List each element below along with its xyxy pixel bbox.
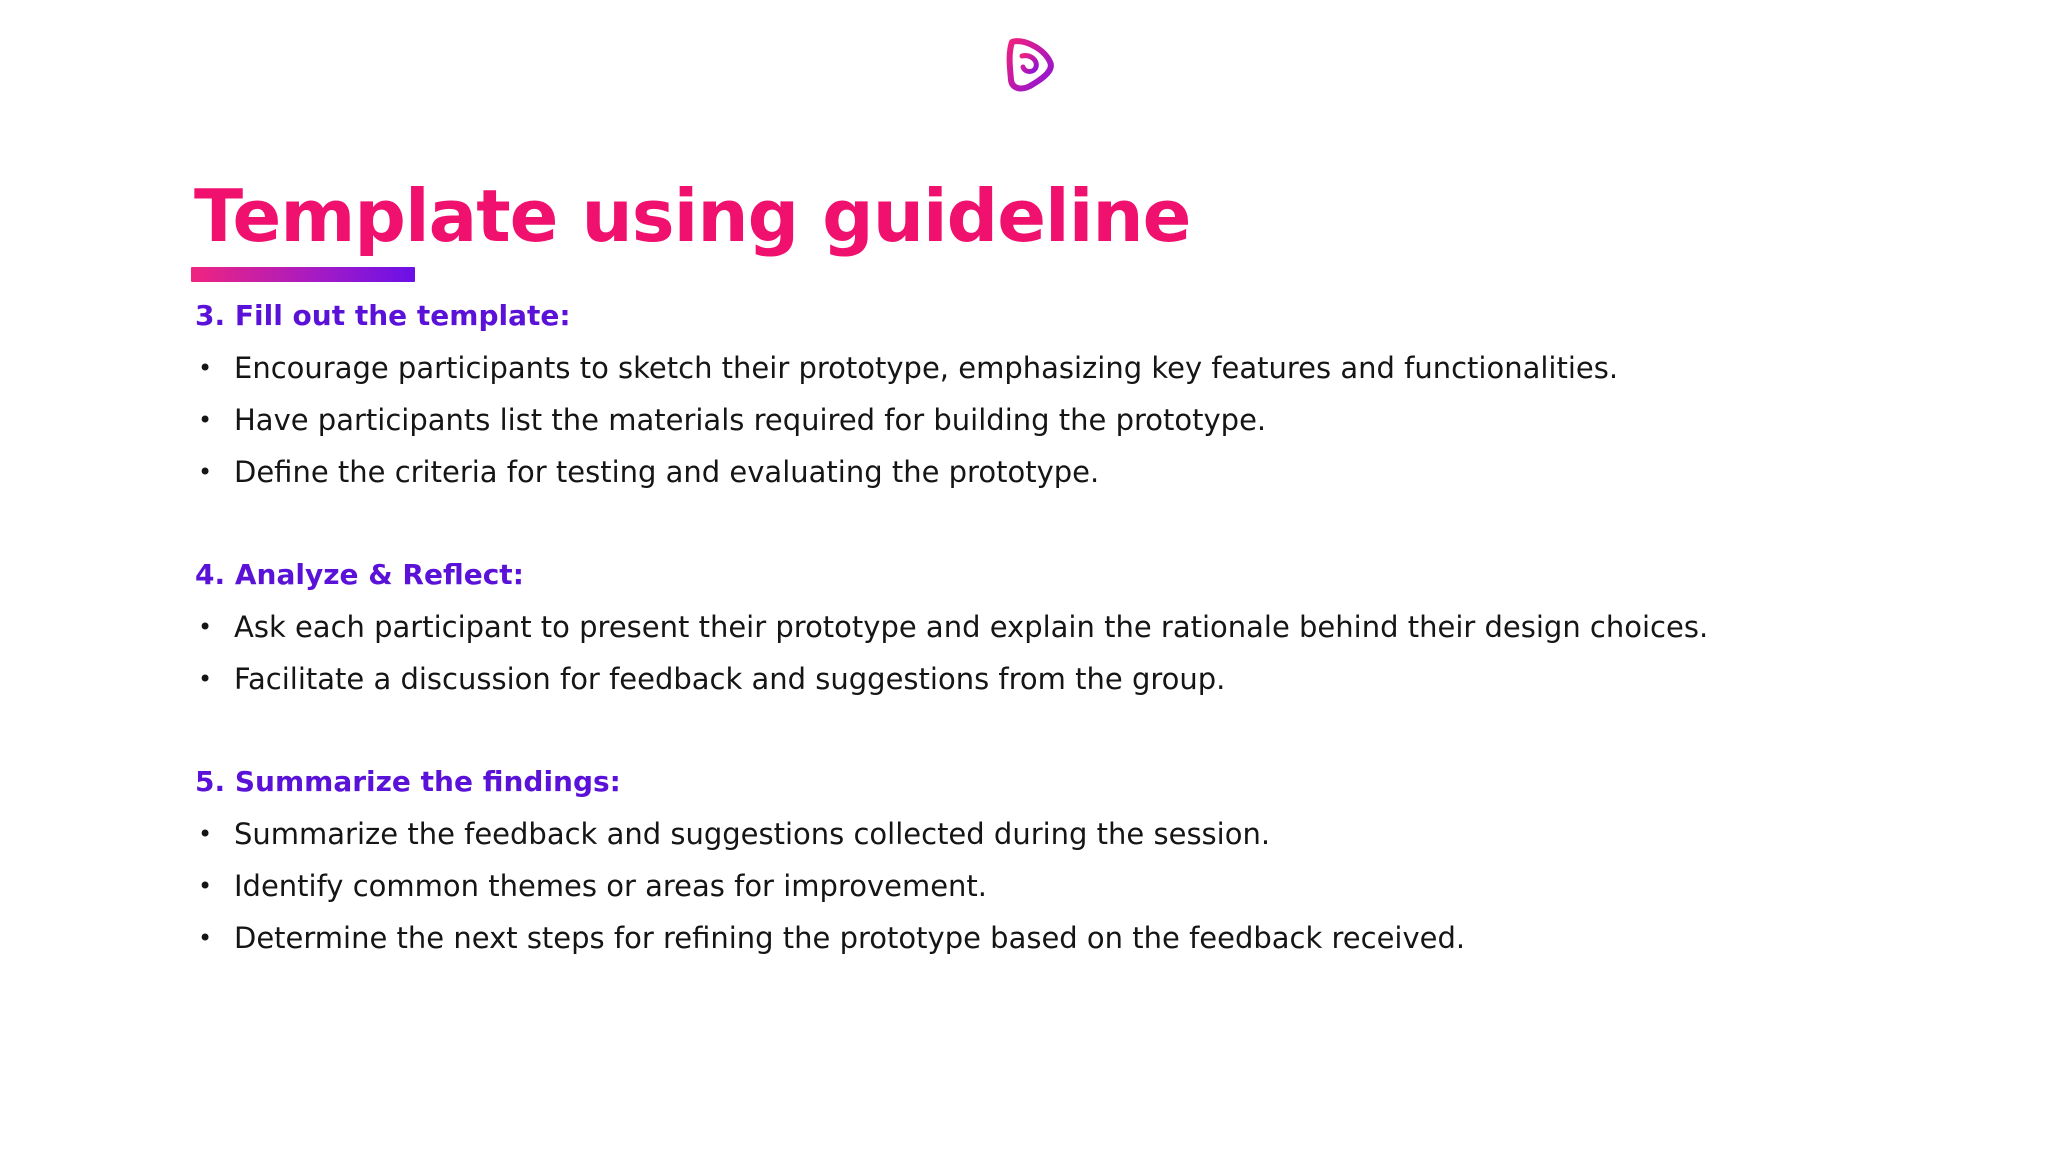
bullet-icon: • bbox=[198, 820, 213, 848]
list-item-text: Facilitate a discussion for feedback and suggestions from the group. bbox=[234, 662, 1226, 696]
list-item bbox=[195, 342, 1895, 394]
list-item bbox=[195, 912, 1895, 964]
title-underline bbox=[191, 267, 415, 282]
list-item-text: Define the criteria for testing and evaluating the prototype. bbox=[234, 455, 1100, 489]
section-heading: 5. Summarize the findings: bbox=[195, 765, 621, 798]
list-item-text: Determine the next steps for refining the prototype based on the feedback received. bbox=[234, 921, 1466, 955]
section-summarize-findings bbox=[195, 756, 1895, 964]
list-item-text: Summarize the feedback and suggestions collected during the session. bbox=[234, 817, 1271, 851]
bullet-list bbox=[195, 342, 1895, 498]
bullet-icon: • bbox=[198, 613, 213, 641]
list-item-text: Encourage participants to sketch their prototype, emphasizing key features and functionalities. bbox=[234, 351, 1619, 385]
bullet-list bbox=[195, 601, 1895, 705]
section-heading: 3. Fill out the template: bbox=[195, 299, 571, 332]
list-item bbox=[195, 653, 1895, 705]
bullet-icon: • bbox=[198, 924, 213, 952]
bullet-icon: • bbox=[198, 665, 213, 693]
content-area bbox=[195, 290, 1895, 964]
section-fill-out-template bbox=[195, 290, 1895, 498]
section-heading: 4. Analyze & Reflect: bbox=[195, 558, 524, 591]
list-item-text: Ask each participant to present their prototype and explain the rationale behind their design choices. bbox=[234, 610, 1709, 644]
list-item bbox=[195, 394, 1895, 446]
list-item bbox=[195, 601, 1895, 653]
list-item-text: Have participants list the materials required for building the prototype. bbox=[234, 403, 1267, 437]
page-title: Template using guideline bbox=[194, 174, 1191, 258]
bullet-icon: • bbox=[198, 872, 213, 900]
bullet-list bbox=[195, 808, 1895, 964]
section-analyze-reflect bbox=[195, 549, 1895, 705]
list-item bbox=[195, 446, 1895, 498]
bullet-icon: • bbox=[198, 458, 213, 486]
list-item bbox=[195, 808, 1895, 860]
brand-logo-icon bbox=[1000, 36, 1054, 92]
bullet-icon: • bbox=[198, 354, 213, 382]
list-item bbox=[195, 860, 1895, 912]
bullet-icon: • bbox=[198, 406, 213, 434]
list-item-text: Identify common themes or areas for improvement. bbox=[234, 869, 988, 903]
